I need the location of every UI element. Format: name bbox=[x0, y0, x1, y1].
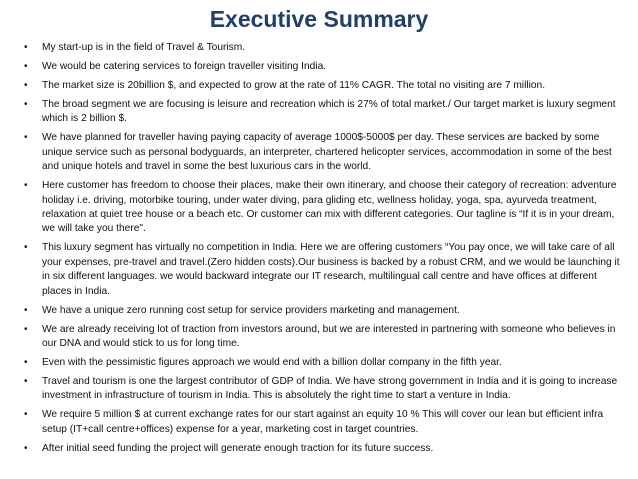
bullet-item bbox=[0, 60, 638, 74]
bullet-list bbox=[0, 41, 638, 461]
bullet-dot-icon: • bbox=[24, 42, 28, 53]
bullet-dot-icon: • bbox=[24, 323, 28, 335]
bullet-text: Even with the pessimistic figures approach we would end with a billion dollar company in the fifth year. bbox=[42, 357, 502, 369]
bullet-item bbox=[0, 241, 638, 299]
bullet-text: Here customer has freedom to choose their places, make their own itinerary, and choose their category of recreation: adventure holiday i.e. driving, motorbike touring, under water diving, para gliding etc, wellness holiday, yoga, spa, ayurveda treatment, relaxation at quiet tree house or a beach etc. Or customer can mix with different categories. Our tagline is “If it is in your dream, we will take you there". bbox=[42, 180, 617, 235]
bullet-item bbox=[0, 131, 638, 174]
bullet-text: After initial seed funding the project will generate enough traction for its future success. bbox=[42, 442, 434, 454]
bullet-dot-icon: • bbox=[24, 180, 28, 192]
bullet-item bbox=[0, 41, 638, 55]
bullet-text: We are already receiving lot of traction from investors around, but we are interested in partnering with someone who believes in our DNA and would stick to us for long time. bbox=[42, 323, 616, 350]
bullet-dot-icon: • bbox=[24, 409, 28, 421]
bullet-item bbox=[0, 408, 638, 437]
bullet-text: Travel and tourism is one the largest contributor of GDP of India. We have strong government in India and it is going to increase investment in infrastructure of tourism in India. This is absolutely the right time to start a venture in India. bbox=[42, 376, 618, 402]
bullet-dot-icon: • bbox=[24, 376, 28, 388]
bullet-text: We would be catering services to foreign traveller visiting India. bbox=[42, 61, 327, 72]
bullet-text: We have a unique zero running cost setup for service providers marketing and management. bbox=[42, 304, 460, 316]
bullet-text: The broad segment we are focusing is leisure and recreation which is 27% of total market./ Our target market is luxury segment which is 2 billion $. bbox=[42, 99, 616, 125]
bullet-dot-icon: • bbox=[24, 132, 28, 144]
bullet-text: The market size is 20billion $, and expected to grow at the rate of 11% CAGR. The total no visiting are 7 million. bbox=[42, 80, 546, 91]
bullet-dot-icon: • bbox=[24, 61, 28, 72]
bullet-text: We have planned for traveller having paying capacity of average 1000$-5000$ per day. These services are backed by some unique service such as personal bodyguards, an interpreter, chartered helicopter services, accommodation in some of the best and unique hotels and travel in some the best luxurious cars in the world. bbox=[42, 132, 612, 173]
bullet-text: This luxury segment has virtually no competition in India. Here we are offering customers “You pay once, we will take care of all your expenses, pre-travel and travel.(Zero hidden costs).Our business is backed by a robust CRM, and we would be launching it in six different languages. we would backward integrate our IT research, multilingual call centre and have offices at different places in India. bbox=[42, 242, 620, 297]
slide-title: Executive Summary bbox=[209, 6, 429, 32]
bullet-dot-icon: • bbox=[24, 304, 28, 316]
bullet-item bbox=[0, 442, 638, 456]
bullet-item bbox=[0, 375, 638, 404]
bullet-item bbox=[0, 98, 638, 127]
bullet-item bbox=[0, 323, 638, 352]
bullet-dot-icon: • bbox=[24, 242, 28, 254]
bullet-dot-icon: • bbox=[24, 442, 28, 454]
bullet-item bbox=[0, 304, 638, 318]
bullet-item bbox=[0, 356, 638, 370]
bullet-text: We require 5 million $ at current exchange rates for our start against an equity 10 % This will cover our lean but efficient infra setup (IT+call centre+offices) expense for a year, marketing cost in target countries. bbox=[42, 409, 604, 435]
bullet-dot-icon: • bbox=[24, 357, 28, 369]
bullet-item bbox=[0, 179, 638, 237]
bullet-item bbox=[0, 79, 638, 93]
bullet-dot-icon: • bbox=[24, 99, 28, 110]
bullet-dot-icon: • bbox=[24, 80, 28, 91]
bullet-text: My start-up is in the field of Travel & Tourism. bbox=[42, 42, 246, 53]
